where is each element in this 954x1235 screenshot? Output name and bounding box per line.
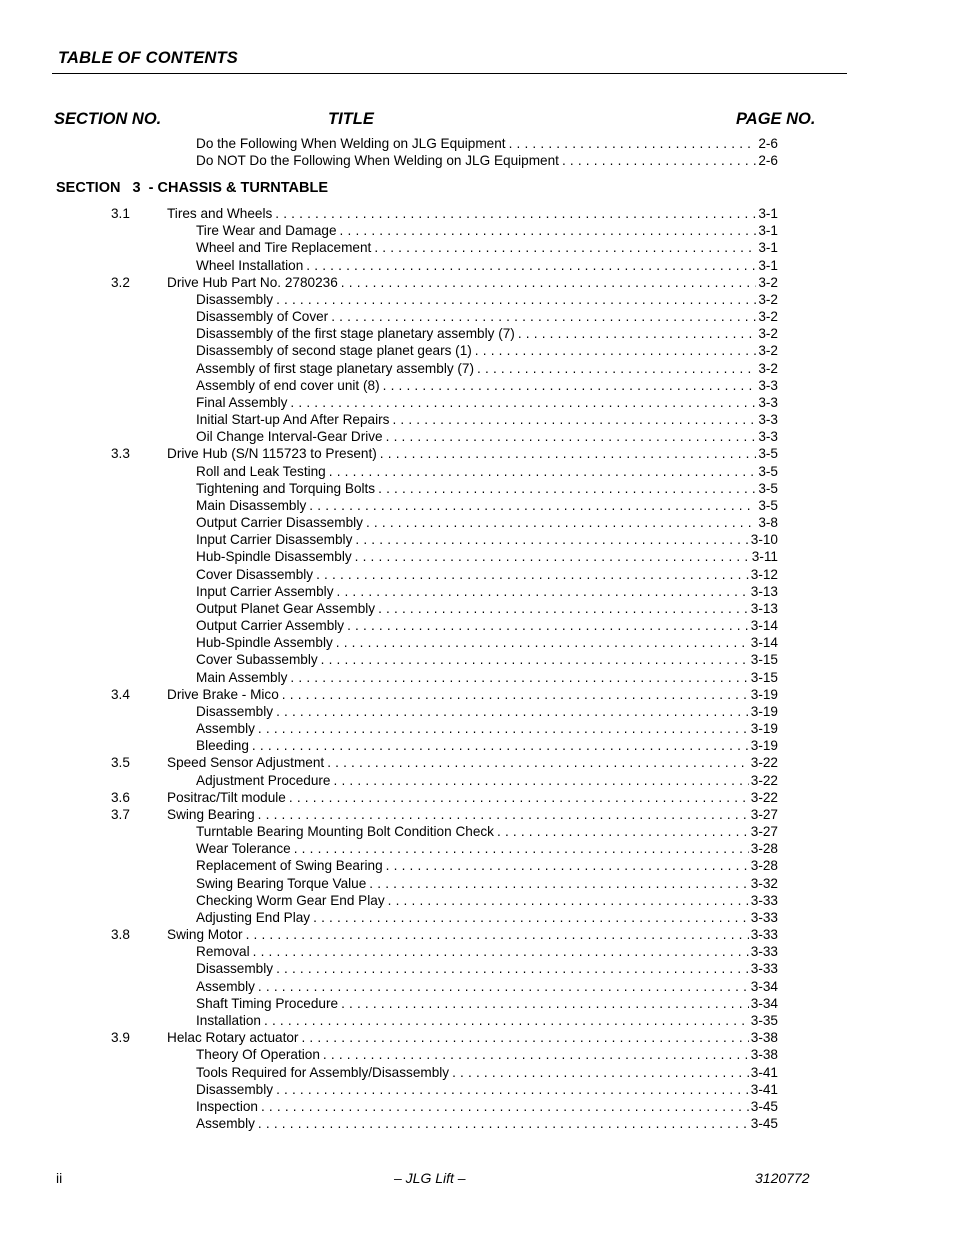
toc-subentry[interactable]	[196, 875, 778, 892]
toc-subentry-page: 3-14	[750, 635, 778, 651]
dot-leader	[301, 1029, 748, 1046]
dot-leader	[276, 291, 756, 308]
toc-subentry[interactable]	[196, 600, 778, 617]
toc-subentry-title: Final Assembly	[196, 394, 288, 410]
toc-subentry-title: Theory Of Operation	[196, 1047, 320, 1063]
toc-subentry-title: Removal	[196, 944, 250, 960]
toc-subentry-page: 2-6	[758, 136, 778, 151]
toc-section-number: 3.5	[111, 755, 130, 771]
toc-subentry-title: Replacement of Swing Bearing	[196, 858, 383, 874]
toc-entry[interactable]	[167, 445, 778, 462]
toc-entry-page: 3-38	[750, 1030, 778, 1046]
toc-subentry-title: Wheel and Tire Replacement	[196, 240, 372, 256]
column-header-page: PAGE NO.	[736, 110, 816, 128]
toc-subentry[interactable]	[196, 428, 778, 445]
toc-subentry[interactable]	[196, 342, 778, 359]
toc-subentry-title: Disassembly of second stage planet gears (1)	[196, 343, 472, 359]
toc-entry[interactable]	[167, 789, 778, 806]
toc-subentry[interactable]	[196, 737, 778, 754]
toc-subentry-title: Swing Bearing Torque Value	[196, 875, 367, 891]
toc-subentry[interactable]	[196, 257, 778, 274]
toc-subentry-title: Assembly of end cover unit (8)	[196, 377, 380, 393]
dot-leader	[323, 1046, 749, 1063]
toc-section-number: 3.9	[111, 1030, 130, 1046]
header-rule	[52, 73, 847, 74]
toc-section-number: 3.7	[111, 806, 130, 822]
toc-subentry-title: Disassembly	[196, 1081, 274, 1097]
dot-leader	[475, 342, 757, 359]
dot-leader	[341, 995, 749, 1012]
toc-subentry-title: Disassembly	[196, 291, 274, 307]
dot-leader	[306, 257, 756, 274]
toc-subentry[interactable]	[196, 531, 778, 548]
toc-entry-title: Speed Sensor Adjustment	[167, 755, 325, 771]
toc-subentry-title: Output Carrier Disassembly	[196, 515, 363, 531]
dot-leader	[331, 308, 756, 325]
toc-subentry-page: 3-13	[750, 600, 778, 616]
toc-subentry[interactable]	[196, 360, 778, 377]
toc-subentry-page: 3-2	[758, 360, 778, 376]
toc-subentry-title: Shaft Timing Procedure	[196, 995, 339, 1011]
toc-entry[interactable]	[167, 205, 778, 222]
footer-brand: – JLG Lift –	[394, 1170, 466, 1186]
toc-subentry-title: Do NOT Do the Following When Welding on JLG Equipment	[196, 153, 559, 168]
toc-subentry[interactable]	[196, 651, 778, 668]
toc-subentry[interactable]	[196, 978, 778, 995]
toc-subentry-page: 3-13	[750, 583, 778, 599]
toc-subentry[interactable]	[196, 222, 778, 239]
dot-leader	[290, 394, 756, 411]
toc-subentry[interactable]	[196, 772, 778, 789]
toc-subentry[interactable]	[196, 135, 778, 152]
toc-subentry-page: 3-14	[750, 618, 778, 634]
toc-subentry-title: Inspection	[196, 1098, 258, 1114]
toc-subentry[interactable]	[196, 634, 778, 651]
toc-subentry-page: 3-5	[758, 480, 778, 496]
toc-subentry-page: 3-27	[750, 824, 778, 840]
dot-leader	[329, 463, 757, 480]
dot-leader	[276, 1081, 749, 1098]
dot-leader	[374, 239, 756, 256]
toc-subentry[interactable]	[196, 548, 778, 565]
toc-subentry-title: Assembly	[196, 978, 255, 994]
toc-subentry-page: 3-32	[750, 875, 778, 891]
dot-leader	[275, 205, 756, 222]
dot-leader	[246, 926, 749, 943]
toc-subentry[interactable]	[196, 411, 778, 428]
toc-entry-page: 3-33	[750, 927, 778, 943]
toc-subentry[interactable]	[196, 840, 778, 857]
toc-subentry-page: 3-45	[750, 1116, 778, 1131]
dot-leader	[369, 875, 748, 892]
toc-entry-title: Helac Rotary actuator	[167, 1030, 299, 1046]
toc-section-number: 3.2	[111, 274, 130, 290]
toc-subentry-title: Cover Subassembly	[196, 652, 318, 668]
toc-subentry-page: 3-11	[751, 549, 778, 565]
toc-subentry-title: Disassembly of Cover	[196, 309, 329, 325]
toc-subentry-page: 2-6	[758, 153, 778, 168]
toc-subentry[interactable]	[196, 1081, 778, 1098]
page-header-title: TABLE OF CONTENTS	[58, 49, 239, 67]
toc-subentry[interactable]	[196, 377, 778, 394]
toc-subentry-page: 3-1	[758, 257, 778, 273]
toc-entry-page: 3-1	[758, 206, 778, 221]
toc-subentry-page: 3-15	[750, 652, 778, 668]
toc-subentry-page: 3-8	[758, 515, 778, 531]
toc-subentry-title: Installation	[196, 1012, 261, 1028]
dot-leader	[289, 789, 749, 806]
toc-subentry[interactable]	[196, 703, 778, 720]
dot-leader	[316, 566, 749, 583]
toc-subentry[interactable]	[196, 152, 778, 169]
toc-subentry-page: 3-45	[750, 1098, 778, 1114]
dot-leader	[258, 978, 749, 995]
toc-subentry-title: Initial Start-up And After Repairs	[196, 412, 390, 428]
dot-leader	[477, 360, 756, 377]
dot-leader	[282, 686, 749, 703]
dot-leader	[386, 428, 757, 445]
toc-subentry-page: 3-10	[750, 532, 778, 548]
dot-leader	[313, 909, 749, 926]
toc-subentry-page: 3-19	[750, 738, 778, 754]
toc-subentry-page: 3-33	[750, 944, 778, 960]
toc-entry-page: 3-27	[750, 806, 778, 822]
dot-leader	[562, 152, 756, 169]
toc-subentry-title: Assembly	[196, 1116, 255, 1131]
toc-subentry[interactable]	[196, 325, 778, 342]
toc-subentry-title: Output Planet Gear Assembly	[196, 600, 376, 616]
toc-subentry-page: 3-33	[750, 961, 778, 977]
toc-subentry-title: Hub-Spindle Disassembly	[196, 549, 352, 565]
toc-subentry-title: Bleeding	[196, 738, 249, 754]
toc-subentry-page: 3-2	[758, 309, 778, 325]
toc-subentry-title: Tools Required for Assembly/Disassembly	[196, 1064, 450, 1080]
toc-subentry[interactable]	[196, 943, 778, 960]
dot-leader	[258, 720, 749, 737]
toc-subentry[interactable]	[196, 308, 778, 325]
toc-subentry-title: Disassembly	[196, 703, 274, 719]
dot-leader	[276, 960, 749, 977]
toc-subentry-page: 3-35	[750, 1012, 778, 1028]
toc-subentry[interactable]	[196, 1098, 778, 1115]
toc-entry-title: Drive Hub (S/N 115723 to Present)	[167, 446, 377, 462]
toc-entry-title: Swing Bearing	[167, 806, 255, 822]
toc-subentry-title: Cover Disassembly	[196, 566, 314, 582]
toc-subentry-title: Tire Wear and Damage	[196, 223, 337, 239]
toc-subentry[interactable]	[196, 617, 778, 634]
toc-subentry-page: 3-41	[750, 1064, 778, 1080]
toc-subentry-page: 3-22	[750, 772, 778, 788]
toc-subentry-title: Assembly	[196, 721, 255, 737]
toc-entry-page: 3-5	[758, 446, 778, 462]
toc-subentry-title: Oil Change Interval-Gear Drive	[196, 429, 383, 445]
dot-leader	[258, 806, 749, 823]
toc-subentry-page: 3-28	[750, 858, 778, 874]
toc-subentry[interactable]	[196, 823, 778, 840]
dot-leader	[452, 1064, 749, 1081]
toc-subentry-page: 3-28	[750, 841, 778, 857]
toc-subentry-page: 3-38	[750, 1047, 778, 1063]
column-header-title: TITLE	[328, 110, 374, 128]
dot-leader	[261, 1098, 749, 1115]
toc-entry-page: 3-19	[750, 686, 778, 702]
toc-subentry-title: Wear Tolerance	[196, 841, 291, 857]
dot-leader	[383, 377, 757, 394]
toc-subentry-title: Hub-Spindle Assembly	[196, 635, 333, 651]
toc-subentry-page: 3-5	[758, 463, 778, 479]
toc-subentry-page: 3-2	[758, 291, 778, 307]
dot-leader	[392, 411, 756, 428]
dot-leader	[378, 600, 749, 617]
toc-subentry[interactable]	[196, 497, 778, 514]
dot-leader	[341, 274, 757, 291]
toc-subentry[interactable]	[196, 566, 778, 583]
toc-subentry-title: Disassembly	[196, 961, 274, 977]
toc-entry-page: 3-2	[758, 274, 778, 290]
toc-subentry-title: Assembly of first stage planetary assembly (7)	[196, 360, 475, 376]
toc-subentry[interactable]	[196, 669, 778, 686]
toc-subentry-page: 3-3	[758, 394, 778, 410]
toc-entry-title: Positrac/Tilt module	[167, 789, 286, 805]
toc-subentry-page: 3-2	[758, 343, 778, 359]
dot-leader	[497, 823, 749, 840]
toc-subentry-page: 3-33	[750, 909, 778, 925]
dot-leader	[355, 548, 750, 565]
toc-subentry-title: Disassembly of the first stage planetary assembly (7)	[196, 326, 515, 342]
toc-subentry[interactable]	[196, 1012, 778, 1029]
toc-entry-title: Swing Motor	[167, 927, 243, 943]
dot-leader	[276, 703, 749, 720]
dot-leader	[340, 222, 757, 239]
column-header-section: SECTION NO.	[54, 110, 162, 128]
toc-subentry-title: Roll and Leak Testing	[196, 463, 326, 479]
dot-leader	[327, 754, 749, 771]
dot-leader	[258, 1115, 749, 1132]
toc-subentry-page: 3-19	[750, 703, 778, 719]
toc-subentry-page: 3-34	[750, 978, 778, 994]
dot-leader	[334, 772, 749, 789]
toc-subentry[interactable]	[196, 909, 778, 926]
dot-leader	[309, 497, 756, 514]
toc-section-number: 3.6	[111, 789, 130, 805]
toc-subentry[interactable]	[196, 1064, 778, 1081]
toc-subentry-page: 3-3	[758, 377, 778, 393]
toc-subentry[interactable]	[196, 892, 778, 909]
dot-leader	[253, 943, 749, 960]
toc-section-number: 3.1	[111, 206, 130, 221]
dot-leader	[252, 737, 749, 754]
dot-leader	[378, 480, 756, 497]
toc-subentry[interactable]	[196, 583, 778, 600]
toc-subentry-title: Output Carrier Assembly	[196, 618, 345, 634]
toc-subentry[interactable]	[196, 960, 778, 977]
toc-subentry[interactable]	[196, 1046, 778, 1063]
toc-subentry-page: 3-2	[758, 326, 778, 342]
toc-entry[interactable]	[167, 1029, 778, 1046]
toc-subentry-title: Adjusting End Play	[196, 909, 311, 925]
toc-subentry-title: Adjustment Procedure	[196, 772, 331, 788]
dot-leader	[290, 669, 748, 686]
dot-leader	[321, 651, 749, 668]
toc-subentry-page: 3-1	[758, 223, 778, 239]
dot-leader	[366, 514, 756, 531]
toc-subentry[interactable]	[196, 857, 778, 874]
dot-leader	[294, 840, 749, 857]
dot-leader	[518, 325, 757, 342]
toc-subentry-title: Input Carrier Assembly	[196, 583, 334, 599]
toc-subentry[interactable]	[196, 1115, 778, 1132]
toc-subentry[interactable]	[196, 239, 778, 256]
toc-subentry-page: 3-33	[750, 892, 778, 908]
toc-entry-title: Drive Hub Part No. 2780236	[167, 274, 338, 290]
toc-subentry-page: 3-15	[750, 669, 778, 685]
toc-section-number: 3.4	[111, 686, 130, 702]
toc-subentry-page: 3-3	[758, 412, 778, 428]
dot-leader	[264, 1012, 749, 1029]
toc-subentry[interactable]	[196, 291, 778, 308]
toc-subentry[interactable]	[196, 514, 778, 531]
toc-subentry-title: Main Assembly	[196, 669, 288, 685]
footer-doc-number: 3120772	[755, 1170, 810, 1186]
toc-entry-page: 3-22	[750, 755, 778, 771]
dot-leader	[386, 857, 749, 874]
toc-subentry-title: Input Carrier Disassembly	[196, 532, 353, 548]
toc-subentry-page: 3-12	[750, 566, 778, 582]
toc-subentry-title: Do the Following When Welding on JLG Equipment	[196, 136, 506, 151]
toc-subentry-title: Tightening and Torquing Bolts	[196, 480, 376, 496]
dot-leader	[509, 135, 757, 152]
toc-entry[interactable]	[167, 806, 778, 823]
toc-subentry-title: Checking Worm Gear End Play	[196, 892, 385, 908]
toc-subentry-page: 3-5	[758, 497, 778, 513]
toc-entry[interactable]	[167, 274, 778, 291]
toc-subentry-page: 3-34	[750, 995, 778, 1011]
footer-page-number: ii	[56, 1170, 63, 1186]
dot-leader	[388, 892, 749, 909]
toc-entry[interactable]	[167, 686, 778, 703]
dot-leader	[336, 634, 749, 651]
section-heading: SECTION 3 - CHASSIS & TURNTABLE	[56, 180, 329, 196]
dot-leader	[337, 583, 749, 600]
toc-subentry-page: 3-41	[750, 1081, 778, 1097]
toc-subentry-title: Wheel Installation	[196, 257, 304, 273]
toc-subentry[interactable]	[196, 463, 778, 480]
toc-entry[interactable]	[167, 754, 778, 771]
toc-entry-title: Drive Brake - Mico	[167, 686, 279, 702]
toc-subentry-page: 3-1	[758, 240, 778, 256]
toc-section-number: 3.8	[111, 927, 130, 943]
dot-leader	[347, 617, 749, 634]
toc-subentry[interactable]	[196, 480, 778, 497]
toc-subentry-page: 3-3	[758, 429, 778, 445]
toc-entry-title: Tires and Wheels	[167, 206, 273, 221]
toc-entry[interactable]	[167, 926, 778, 943]
dot-leader	[355, 531, 748, 548]
toc-subentry-page: 3-19	[750, 721, 778, 737]
toc-subentry-title: Turntable Bearing Mounting Bolt Condition Check	[196, 824, 494, 840]
toc-subentry[interactable]	[196, 720, 778, 737]
toc-subentry[interactable]	[196, 995, 778, 1012]
dot-leader	[380, 445, 757, 462]
toc-section-number: 3.3	[111, 446, 130, 462]
toc-subentry[interactable]	[196, 394, 778, 411]
toc-entry-page: 3-22	[750, 789, 778, 805]
toc-subentry-title: Main Disassembly	[196, 497, 307, 513]
